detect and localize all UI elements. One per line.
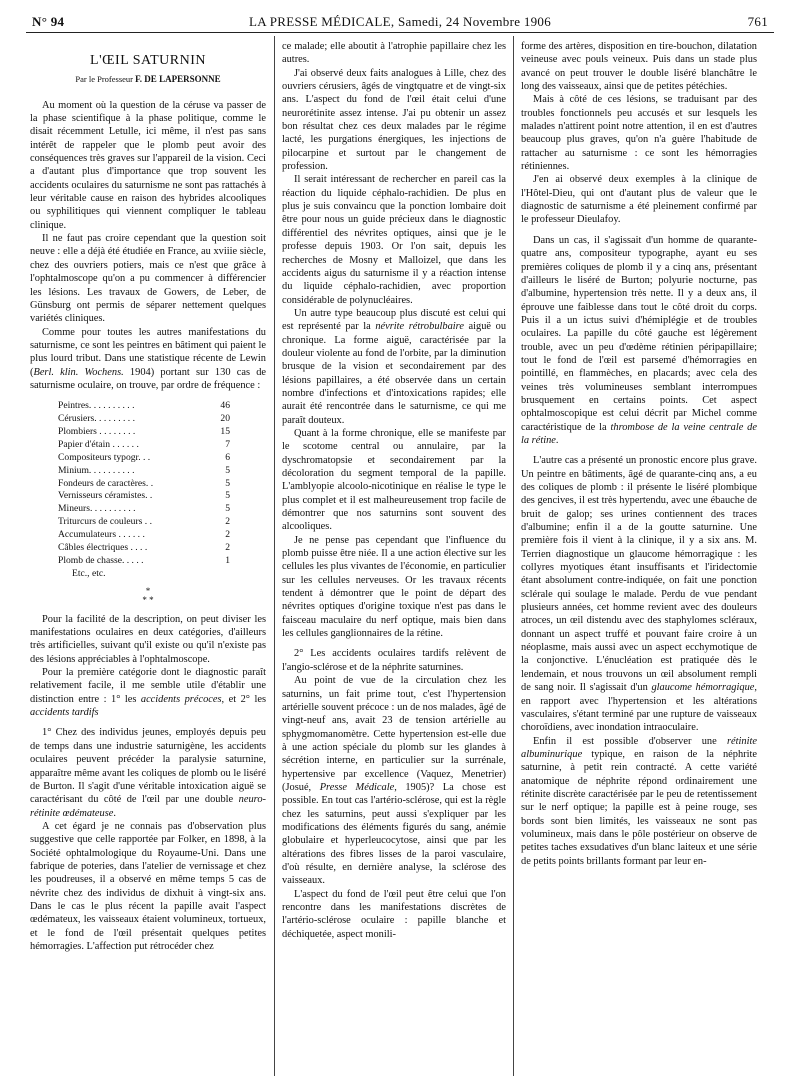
paragraph: Il serait intéressant de rechercher en pareil cas la réaction du liquide céphalo-rachidien. De plus en plus je suis convaincu que la ponction lombaire doit être pour nous un guide précieux dans le diagnostic différentiel des névrites optiques, ainsi que je le professe depuis 1903. Or l'on sait, depuis les recherches de Mosny et Malloizel, que dans les accidents aigus du saturnisme il y a réaction intense du liquide céphalo-rachidien, avec proportion considérable de polynucléaires. [282,174,506,306]
row-value: 5 [225,464,230,476]
author-name: F. DE LAPERSONNE [135,74,221,85]
row-value: 2 [225,542,230,554]
paragraph: Comme pour toutes les autres manifestations du saturnisme, ce sont les peintres en bâtiment qui paient le plus lourd tribut. Dans une statistique récente de Lewin (Berl. klin. Wochens. 1904) portant sur 130 cas de saturnisme oculaire, on trouve, par ordre de fréquence : [30,326,266,391]
column-divider [274,36,275,1076]
row-value: 2 [225,529,230,541]
page-number: 761 [747,14,768,29]
column-1 [30,40,266,1075]
paragraph: Il ne faut pas croire cependant que la question soit neuve : elle a déjà été étudiée en France, au xviiie siècle, chez des ouvriers potiers, mais ce n'est que grâce à l'ophtalmoscope qu'on a pu commencer à différencier les lésions. Les travaux de Gowers, de Leber, de Günsburg ont permis de séparer nettement quelques variétés cliniques. [30,233,266,325]
table-row [58,426,266,439]
row-value: 5 [225,503,230,515]
paragraph: Je ne pense pas cependant que l'influence du plomb puisse être niée. Il a une action élective sur les cellules les plus vivantes de l'économie, en particulier sur les cellules nerveuses. Or les travaux récents tendent à démontrer que le point de départ des névrites optiques d'origine toxique n'est pas dans le faisceau maculaire du nerf optique, mais bien dans les cellules ganglionnaires de la rétine. [282,534,506,640]
citation: Berl. klin. Wochens. [33,366,124,378]
row-label: Triturcurs de couleurs . . [58,516,152,528]
paragraph: forme des artères, disposition en tire-bouchon, dilatation veineuse avec pouls veineux. Puis dans un stade plus avancé on peut trouver le double liséré blanchâtre le long des vaisseaux, ainsi que de petites pétéchies. [521,41,757,93]
row-label: Câbles électriques . . . . [58,542,148,554]
row-value: 20 [220,413,230,425]
row-label: Accumulateurs . . . . . . [58,529,145,541]
row-label: Fondeurs de caractères. . [58,477,154,489]
table-row [58,439,266,452]
row-label: Mineurs. . . . . . . . . . [58,503,136,515]
row-label: Compositeurs typogr. . . [58,451,151,463]
table-row [58,529,266,542]
row-value: 6 [225,451,230,463]
table-row [58,490,266,503]
section-asterism: * * * [142,585,154,605]
page-header [26,10,774,32]
row-label: Vernisseurs céramistes. . [58,490,153,502]
row-value: 5 [225,490,230,502]
row-label: Peintres. . . . . . . . . . [58,400,135,412]
paragraph: J'en ai observé deux exemples à la clinique de l'Hôtel-Dieu, qui ont d'autant plus de valeur que le diagnostic de saturnisme a été pleinement confirmé par le professeur Dieulafoy. [521,174,757,226]
table-row [58,400,266,413]
paragraph: Un autre type beaucoup plus discuté est celui qui est représenté par la névrite rétrobulbaire aiguë ou chronique. La forme aiguë, caractérisée par la douleur violente au fond de l'orbite, par la diminution brusque de la vision et secondairement par des lésions papillaires, a été observée dans un certain nombre d'infections et d'intoxications rapides; elle aurait été rencontrée dans le saturnisme, ce qui me paraît douteux. [282,307,506,426]
row-label: Plomb de chasse. . . . . [58,554,144,566]
paragraph: Dans un cas, il s'agissait d'un homme de quarante-quatre ans, compositeur typographe, ayant eu ses premières coliques de plomb il y a cinq ans, présentant d'ailleurs le liséré de Burton; polyurie nocturne, pas d'albumine, hypertension très nette. Il y a deux ans, il éprouve une faiblesse dans tout le côté droit du corps. Puis il a un ictus suivi d'hémiplégie et de troubles oculaires. La papille du côté gauche est légèrement trouble, avec un peu d'œdème rétinien péripapillaire; tout le fond de l'œil est parsemé d'hémorragies en pointillé, en flammèches, en placards; avec cela des veines très volumineuses semblant interrompues brusquement en certains points. Cet aspect ophtalmoscopique est celui décrit par Michel comme caractéristique de la thrombose de la veine centrale de la rétine. [521,234,757,446]
paragraph: 2° Les accidents oculaires tardifs relèvent de l'angio-sclérose et de la néphrite saturnines. [282,648,506,673]
header-rule [26,32,774,33]
table-row [58,465,266,478]
paragraph: Enfin il est possible d'observer une rétinite albuminurique typique, en raison de la néphrite saturnine, à petit rein contracté. A cette variété anatomique de néphrite répond ordinairement une rétinite discrète caractérisée par le peu de retentissement sur le nerf optique; la papille est à peine rouge, ses bords sont bien limités, les vaisseaux ne sont pas volumineux, mais dans le pôle postérieur on observe de petites taches exsudatives d'un blanc laiteux et une série de petits points brillants formant par leur en- [521,735,757,867]
row-value: 7 [225,438,230,450]
article-title: L'ŒIL SATURNIN [90,53,206,68]
row-value: 5 [225,477,230,489]
journal-title: LA PRESSE MÉDICALE, Samedi, 24 Novembre 1906 [248,14,552,29]
table-row [58,555,266,568]
paragraph: J'ai observé deux faits analogues à Lille, chez des ouvriers cérusiers, âgés de vingtquatre et de vingt-six ans. L'aspect du fond de l'œil était celui d'une neurorétinite assez intense. J'ai pu obtenir un assez bon résultat chez ces deux malades par le régime lacté, les purgations énergiques, les injections de pilocarpine et surtout par le changement de profession. [282,67,506,173]
paragraph: ce malade; elle aboutit à l'atrophie papillaire chez les autres. [282,41,506,66]
frequency-table [58,400,266,580]
paragraph: Pour la facilité de la description, on peut diviser les manifestations oculaires en deux catégories, d'ailleurs très artificielles, suivant qu'il existe ou qu'il n'existe pas des lésions appréciables à l'ophtalmoscope. [30,613,266,665]
row-label: Plombiers . . . . . . . . [58,426,136,438]
paragraph: Pour la première catégorie dont le diagnostic paraît relativement facile, il me semble utile d'établir une distinction entre : 1° les accidents précoces, et 2° les accidents tardifs [30,667,266,719]
issue-number: N° 94 [32,14,65,29]
row-label: Etc., etc. [72,567,106,579]
paragraph: A cet égard je ne connais pas d'observation plus suggestive que celle rapportée par Folker, en 1898, à la Société ophtalmologique du Royaume-Uni. Dans une fabrique de poteries, dans l'atelier de vernissage et chez les poudreuses, il a observé en même temps 5 cas de névrite chez des individus de dixhuit à vingt-six ans. Dans le cas le plus récent la papille avait l'aspect œdémateux, les vaisseaux étaient volumineux, tortueux, et le fond de l'œil présentait quelques petites hémorragies. L'affection put rétrocéder chez [30,820,266,952]
table-row [58,478,266,491]
paragraph: L'autre cas a présenté un pronostic encore plus grave. Un peintre en bâtiments, âgé de quarante-cinq ans, a eu des coliques de plomb : il présente le liséré plombique des gencives, il est très hypertendu, avec une ébauche de bruit de galop; ses urines contiennent des traces d'albumine; enfin il a de la goutte saturnine. Une première fois il vient à la clinique, il y a six ans. M. Terrien diagnostique un glaucome hémorragique : les collyres myotiques étant insuffisants et l'iridectomie étant absolument contre-indiquée, on fait une ponction sclérale qui soulage le malade. Perdu de vue pendant plusieurs années, cet homme revient avec des douleurs atroces, un œil distendu avec des staphylomes scléraux, donnant un aspect truffé et pouvant faire croire à un néoplasme, mais aussi avec un aspect ecchymotique de la conjonctive. L'énucléation est pratiquée dès le lendemain, et nous trouvons un œil absolument rempli de sang noir. Il s'agissait d'un glaucome hémorragique, en rapport avec l'hypertension et les altérations vasculaires, s'étant terminé par une rupture de vaisseaux choroïdiens, avec inondation intraoculaire. [521,455,757,734]
row-label: Papier d'étain . . . . . . [58,438,139,450]
table-row [58,542,266,555]
row-label: Cérusiers. . . . . . . . . [58,413,136,425]
column-2 [282,40,506,1075]
paragraph: Quant à la forme chronique, elle se manifeste par le scotome central ou annulaire, par la dyschromatopsie et secondairement par la décoloration du segment temporal de la papille. L'amblyopie alcoolo-nicotinique en réalise le type le plus complet et il est malheureusement trop facile de démontrer que nos saturnins sont souvent des alcooliques. [282,427,506,533]
paragraph: Mais à côté de ces lésions, se traduisant par des troubles fonctionnels peu accusés et sur lesquels les malades n'attirent point notre attention, il en est d'autres beaucoup plus graves, qu'on n'a guère l'habitude de rattacher au saturnisme : ce sont les hémorragies rétiniennes. [521,94,757,173]
table-row [58,503,266,516]
column-divider [513,36,514,1076]
table-row [58,413,266,426]
row-value: 15 [220,426,230,438]
paragraph: Au moment où la question de la céruse va passer de la phase scientifique à la phase politique, comme le disait récemment Letulle, ici même, il n'est pas sans intérêt de rappeler que le plomb peut avoir des conséquences très graves sur l'appareil de la vision. Ceci a d'autant plus d'importance que trop souvent les accidents oculaires du saturnisme ne sont pas rattachés à leur véritable cause en raison des hybrides alcooliques ou syphilitiques qui viennent compliquer le tableau clinique. [30,99,266,231]
row-value: 46 [220,400,230,412]
row-value: 2 [225,516,230,528]
table-row [58,516,266,529]
paragraph: L'aspect du fond de l'œil peut être celui que l'on rencontre dans les manifestations discrètes de l'artério-sclérose oculaire : papille blanche et déchiquetée, aspect monili- [282,888,506,940]
paragraph: 1° Chez des individus jeunes, employés depuis peu de temps dans une industrie saturnigène, les accidents oculaires peuvent précéder la paralysie saturnine, apparaître même avant les coliques de plomb ou le liséré de Burton. Il s'agit d'une véritable intoxication aiguë se caractérisant du côté de l'œil par une double neuro-rétinite œdémateuse. [30,727,266,819]
column-3 [521,40,757,1075]
row-label: Minium. . . . . . . . . . [58,464,135,476]
table-row [58,452,266,465]
article-author: Par le Professeur F. DE LAPERSONNE [75,74,221,85]
paragraph: Au point de vue de la circulation chez les saturnins, un fait prime tout, c'est l'hypertension artérielle souvent précoce : un de nos malades, âgé de vingt-neuf ans, avait 23 de tension artérielle au sphygmomanomètre. Cette hypertension est-elle due à une action spéciale du plomb sur les glandes à sécrétion interne, en particulier sur la surrénale, hypertensive par excellence (Vaquez, Menetrier) (Josué, Presse Médicale, 1905)? La chose est possible. En tout cas l'artério-sclérose, qui est la règle chez les saturnins, peut aussi s'expliquer par les modifications des éléments figurés du sang, anémie globulaire et hyperleucocytose, ainsi que par les altérations des fibres lisses de la paroi vasculaire, d'où résulte, en dernière analyse, la sclérose des vaisseaux. [282,675,506,887]
row-value: 1 [225,554,230,566]
table-row [58,568,266,581]
